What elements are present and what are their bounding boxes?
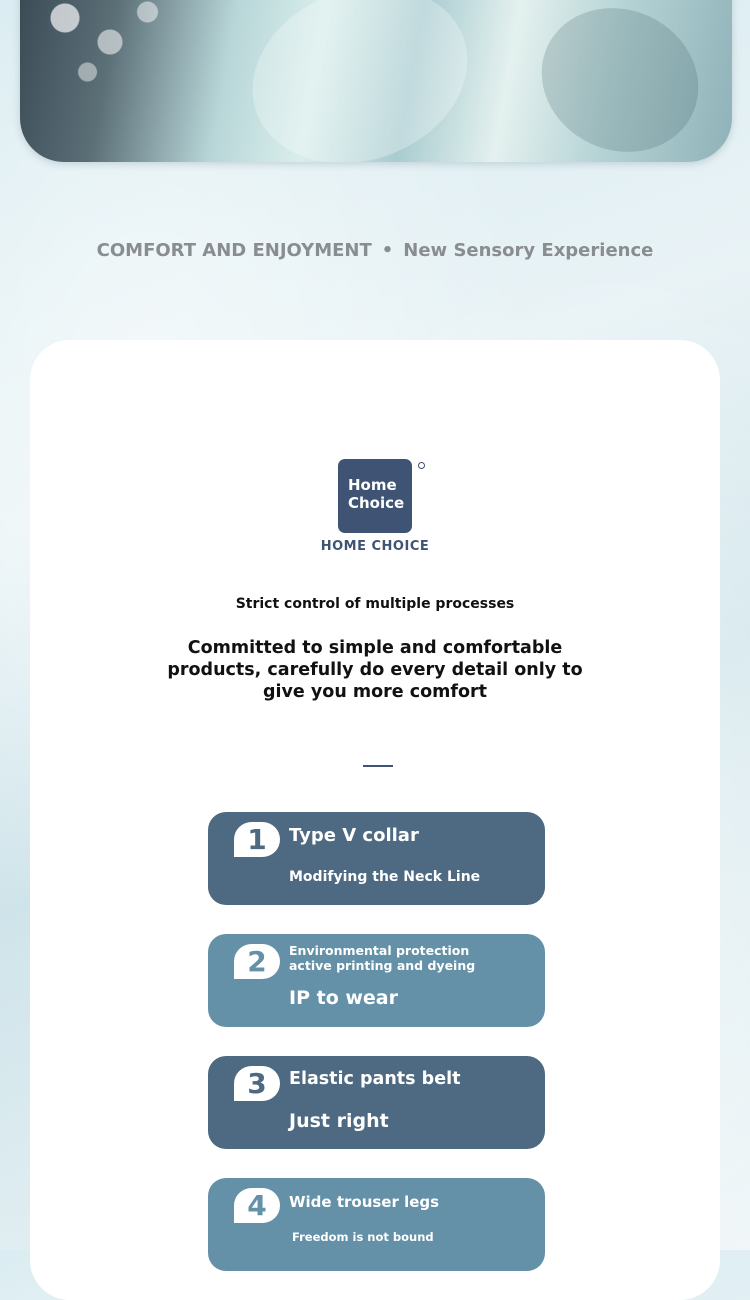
feature-card-1	[208, 812, 545, 905]
feature-title: Elastic pants belt	[289, 1069, 461, 1089]
feature-title: Type V collar	[289, 825, 419, 846]
product-photo	[20, 0, 732, 162]
feature-card-2	[208, 934, 545, 1027]
feature-title: Wide trouser legs	[289, 1193, 440, 1211]
tagline-right: New Sensory Experience	[403, 240, 654, 261]
content-card	[30, 340, 720, 1300]
feature-title-line-2: active printing and dyeing	[289, 958, 476, 973]
feature-number-badge: 2	[234, 944, 280, 979]
feature-description: Modifying the Neck Line	[289, 869, 481, 885]
feature-number-badge: 4	[234, 1188, 280, 1223]
feature-card-4	[208, 1178, 545, 1271]
brand-name: HOME CHOICE	[320, 539, 430, 554]
divider	[363, 765, 393, 767]
feature-description: Just right	[289, 1110, 389, 1132]
tagline-left: COMFORT AND ENJOYMENT	[96, 240, 372, 261]
registered-mark-icon	[418, 462, 425, 469]
logo-line-1: Home	[348, 476, 397, 494]
feature-title	[289, 943, 475, 973]
feature-description: IP to wear	[289, 987, 398, 1009]
tagline	[0, 240, 750, 261]
lace-detail	[20, 0, 170, 90]
section-subtitle: Strict control of multiple processes	[235, 596, 515, 612]
fabric-highlight	[228, 0, 493, 162]
feature-number-badge: 1	[234, 822, 280, 857]
feature-card-3	[208, 1056, 545, 1149]
brand-logo	[338, 459, 412, 533]
section-headline: Committed to simple and comfortable products, carefully do every detail only to give you more comfort	[167, 638, 583, 702]
feature-title-line-1: Environmental protection	[289, 943, 470, 958]
tagline-separator: •	[381, 240, 394, 261]
feature-number-badge: 3	[234, 1066, 280, 1101]
fabric-shadow	[518, 0, 722, 162]
logo-line-2: Choice	[348, 494, 405, 512]
feature-description: Freedom is not bound	[292, 1230, 434, 1244]
